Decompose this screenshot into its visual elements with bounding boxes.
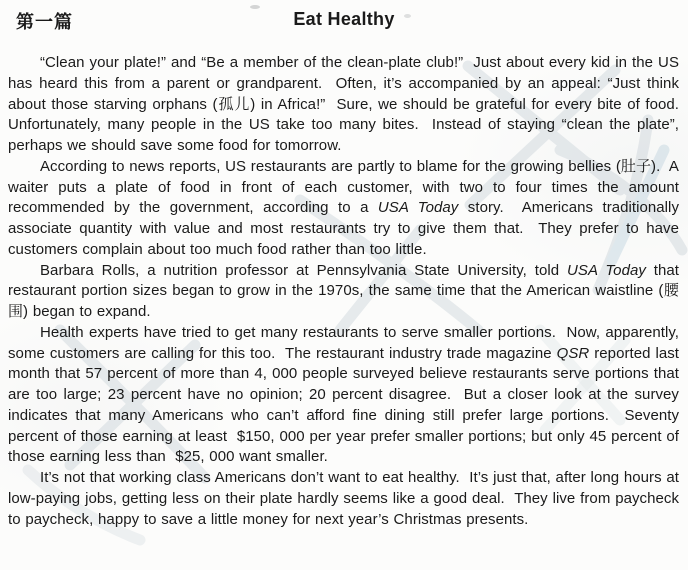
section-label: 第一篇 — [16, 12, 73, 32]
italic-publication-name: USA Today — [567, 261, 646, 279]
text-run: “Clean your plate!” and “Be a member of the clean-plate club!” Just about every kid in the US has heard this from a parent or grandparent. Often, it’s accompanied by an appeal: “Just think about those starving orphans (孤儿) in Africa!” Sure, we should be grateful for every bite of food. Unfortunately, many people in the US take too many bites. Instead of staying “clean the plate”, perhaps we should save some food for tomorrow. — [8, 54, 688, 154]
paragraph-2 — [8, 157, 684, 261]
text-run: that restaurant portion sizes began to grow in the 1970s, the same time that the American waistline (腰围) began to expand. — [8, 261, 684, 320]
paragraph-5 — [8, 468, 684, 530]
page-header — [0, 0, 688, 33]
text-run: It’s not that working class Americans don’t want to eat healthy. It’s just that, after long hours at low-paying jobs, getting less on their plate hardly seems like a good deal. They live from paycheck to paycheck, happy to save a little money for next year’s Christmas presents. — [8, 469, 684, 528]
paragraph-1 — [8, 53, 688, 157]
text-run: story. Americans traditionally associate quantity with value and most restaurants try to give them that. They prefer to have customers complain about too much food rather than too little. — [8, 199, 684, 258]
paragraph-4 — [8, 323, 684, 468]
text-run: reported last month that 57 percent of more than 4, 000 people surveyed believe restaurants serve portions that are too large; 23 percent have no opinion; 20 percent disagree. But a closer look at the survey indicates that many Americans who can’t afford fine dining still prefer large portions. Seventy percent of those earning at least $150, 000 per year prefer smaller portions; but only 45 percent of those earning less than $25, 000 want smaller. — [8, 344, 684, 466]
article-body — [0, 33, 688, 530]
paragraph-3 — [8, 261, 684, 323]
passage-title: Eat Healthy — [293, 9, 395, 29]
text-run: Health experts have tried to get many restaurants to serve smaller portions. Now, apparently, some customers are calling for this too. The restaurant industry trade magazine — [8, 323, 684, 362]
italic-publication-name: QSR — [556, 344, 590, 362]
text-run: Barbara Rolls, a nutrition professor at Pennsylvania State University, told — [40, 261, 568, 279]
italic-publication-name: USA Today — [377, 199, 459, 217]
text-run: According to news reports, US restaurants are partly to blame for the growing bellies (肚子). A waiter puts a plate of food in front of each customer, with two to four times the amount recommended by the government, according to a — [8, 157, 684, 217]
